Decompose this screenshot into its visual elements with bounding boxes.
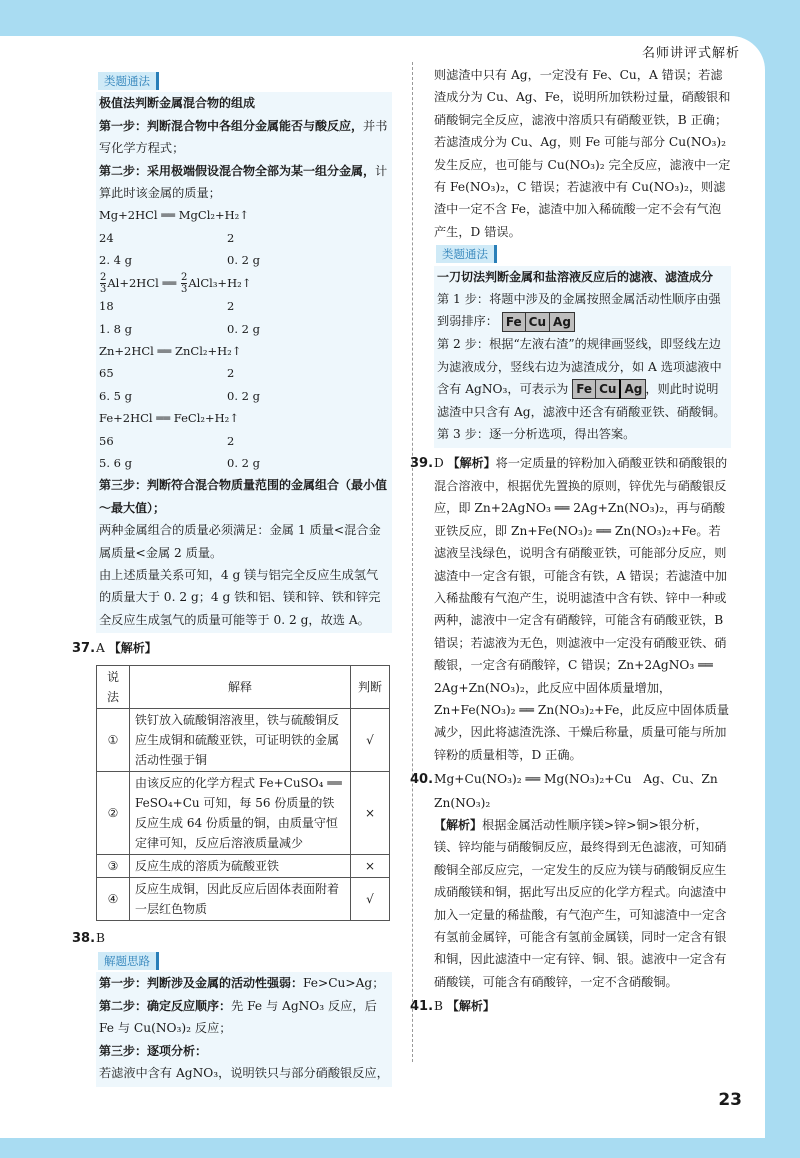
equation-mg: Mg+2HCl ══ MgCl₂+H₂↑ — [99, 208, 249, 223]
method-box-extreme: 极值法判断金属混合物的组成 第一步：判断混合物中各组分金属能否与酸反应，并书写化学方程式； 第二步：采用极端假设混合物全部为某一组分金属，计算此时该金属的质量； Mg+2HCl ══ MgCl₂+H₂↑ 24 2 2. 4 g 0. 2 g $\frac{2}{3}$ Al+2HCl ══ $\frac{2}{3}$ AlCl₃+H₂↑ 18 2 1. 8 g 0. 2 g Zn+2HCl ══ ZnCl₂+H₂↑ 65 2 6. 5 g 0. 2 g Fe+2HCl ══ FeCl₂+H₂↑ 56 2 5. 6 g 0. 2 g 第三步：判断符合混合物质量范围的金属组合（最小值～最大值）； 两种金属组合的质量必须满足：金属 1 质量<混合金属质量<金属 2 质量。 由上述质量关系可知，4 g 镁与铝完全反应生成氢气的质量大于 0. 2 g；4 g 铁和铝、镁和锌、铁和锌完全反应生成氢气的质量可能等于 0. 2 g，故选 A。 — [96, 92, 392, 633]
right-column: 则滤渣中只有 Ag，一定没有 Fe、Cu，A 错误；若滤渣成分为 Cu、Ag、Fe，说明所加铁粉过量，硝酸银和硝酸铜完全反应，滤液中溶质只有硝酸亚铁，B 正确；若滤渣成分为 Cu、Ag，则 Fe 可能与部分 Cu(NO₃)₂ 发生反应，也可能与 Cu(NO₃)₂ 完全反应，滤液中一定有 Fe(NO₃)₂，C 错误；若滤液中有 Cu(NO₃)₂，则滤渣中一定不含 Fe，滤渣中加入稀硫酸一定不会有气泡产生，D 错误。 类题通法 一刀切法判断金属和盐溶液反应后的滤液、滤渣成分 第 1 步：将题中涉及的金属按照金属活动性顺序由强到弱排序： Fe Cu Ag 第 2 步：根据“左液右渣”的规律画竖线，即竖线左边为滤液成分，竖线右边为滤渣成分，如 A 选项滤液中含有 AgNO₃，可表示为 Fe Cu Ag ，则此时说明滤渣中只含有 Ag，滤液中还含有硝酸亚铁、硝酸铜。 第 3 步：逐一分析选项，得出答案。 39.D 【解析】将一定质量的锌粉加入硝酸亚铁和硝酸银的混合溶液中，根据优先置换的原则，锌优先与硝酸银反应，即 Zn+2AgNO₃ ══ 2Ag+Zn(NO₃)₂，再与硝酸亚铁反应，即 Zn+Fe(NO₃)₂ ══ Zn(NO₃)₂+Fe。若滤液呈浅绿色，说明含有硝酸亚铁，可能部分反应，则滤渣中一定含有银，可能含有铁，A 错误；若滤渣中加入稀盐酸有气泡产生，说明滤渣中含有铁、锌中一种或两种，滤液中一定含有硝酸锌，可能含有硝酸亚铁，B 错误；若滤液为无色，则滤液中一定没有硝酸亚铁、硝酸银，一定含有硝酸锌，C 错误；Zn+2AgNO₃ ══ 2Ag+Zn(NO₃)₂，此反应中固体质量增加，Zn+Fe(NO₃)₂ ══ Zn(NO₃)₂+Fe，此反应中固体质量减少，因此将滤渣洗涤、干燥后称量，质量可能与所加锌粉的质量相等，D 正确。 40.Mg+Cu(NO₃)₂ ══ Mg(NO₃)₂+Cu Ag、Cu、Zn Zn(NO₃)₂ 【解析】根据金属活动性顺序镁>锌>铜>银分析，镁、锌均能与硝酸铜反应，最终得到无色滤液，可知硝酸铜全部反应完，一定发生的反应为镁与硝酸铜反应生成硝酸镁和铜，据此写出反应的化学方程式。向滤渣中加入一定量的稀盐酸，有气泡产生，可知滤渣中一定含有氢前金属锌，可能含有氢前金属镁，同时一定含有银和铜，因此滤渣中一定有锌、铜、银。滤液中一定含有硝酸镁，可能含有硝酸锌，一定不含硝酸铜。 41.B 【解析】 — [434, 64, 731, 1019]
analysis-table — [96, 665, 390, 921]
question-38: 38.B — [72, 930, 105, 946]
left-column — [72, 70, 392, 1087]
equation-fe: Fe+2HCl ══ FeCl₂+H₂↑ — [99, 411, 239, 426]
table-row: ③ 反应生成的溶质为硫酸亚铁 × — [97, 854, 390, 877]
equation-zn: Zn+2HCl ══ ZnCl₂+H₂↑ — [99, 343, 242, 358]
step1: 第一步：判断混合物中各组分金属能否与酸反应，并书写化学方程式； — [99, 118, 388, 156]
question-41: 41.B 【解析】 — [410, 999, 495, 1015]
question-37: 37.A 【解析】 — [72, 641, 157, 657]
q38-continuation: 则滤渣中只有 Ag，一定没有 Fe、Cu，A 错误；若滤渣成分为 Cu、Ag、Fe，说明所加铁粉过量，硝酸银和硝酸铜完全反应，滤液中溶质只有硝酸亚铁，B 正确；若滤渣成分为 Cu、Ag，则 Fe 可能与部分 Cu(NO₃)₂ 发生反应，也可能与 Cu(NO₃)₂ 完全反应，滤液中一定有 Fe(NO₃)₂，C 错误；若滤液中有 Cu(NO₃)₂，则滤渣中一定不含 Fe，滤渣中加入稀硫酸一定不会有气泡产生，D 错误。 — [434, 68, 731, 239]
table-row: ② 由该反应的化学方程式 Fe+CuSO₄ ══ FeSO₄+Cu 可知，每 56 份质量的铁反应生成 64 份质量的铜，由质量守恒定律可知，反应后溶液质量减少 × — [97, 771, 390, 854]
method-box-steps: 第一步：判断涉及金属的活动性强弱：Fe>Cu>Ag； 第二步：确定反应顺序：先 Fe 与 AgNO₃ 反应，后 Fe 与 Cu(NO₃)₂ 反应； 第三步：逐项分析： 若滤液中含有 AgNO₃，说明铁只与部分硝酸银反应， — [96, 972, 392, 1086]
metal-order: Fe Cu Ag — [502, 311, 574, 333]
box-title: 极值法判断金属混合物的组成 — [99, 96, 256, 111]
page-header-title: 名师讲评式解析 — [641, 46, 740, 61]
conclusion: 由上述质量关系可知，4 g 镁与铝完全反应生成氢气的质量大于 0. 2 g；4 g 铁和铝、镁和锌、铁和锌完全反应生成氢气的质量可能等于 0. 2 g，故选 A。 — [99, 568, 381, 627]
table-row: ① 铁钉放入硫酸铜溶液里，铁与硫酸铜反应生成铜和硫酸亚铁，可证明铁的金属活动性强于铜 √ — [97, 708, 390, 771]
table-header-row: 说法 解释 判断 — [97, 665, 390, 708]
equation-al: $\frac{2}{3}$ Al+2HCl ══ $\frac{2}{3}$ AlCl₃+H₂↑ — [100, 272, 252, 296]
step3: 第三步：判断符合混合物质量范围的金属组合（最小值～最大值）； — [99, 478, 388, 515]
question-39: 39.D 【解析】将一定质量的锌粉加入硝酸亚铁和硝酸银的混合溶液中，根据优先置换的原则，锌优先与硝酸银反应，即 Zn+2AgNO₃ ══ 2Ag+Zn(NO₃)₂，再与硝酸亚铁反应，即 Zn+Fe(NO₃)₂ ══ Zn(NO₃)₂+Fe。若滤液呈浅绿色，说明含有硝酸亚铁，可能部分反应，则滤渣中一定含有银，可能含有铁，A 错误；若滤渣中加入稀盐酸有气泡产生，说明滤渣中含有铁、锌中一种或两种，滤液中一定含有硝酸锌，可能含有硝酸亚铁，B 错误；若滤液为无色，则滤液中一定没有硝酸亚铁、硝酸银，一定含有硝酸锌，C 错误；Zn+2AgNO₃ ══ 2Ag+Zn(NO₃)₂，此反应中固体质量增加，Zn+Fe(NO₃)₂ ══ Zn(NO₃)₂+Fe，此反应中固体质量减少，因此将滤渣洗涤、干燥后称量，质量可能与所加锌粉的质量相等，D 正确。 — [410, 455, 730, 762]
method-box-cut: 一刀切法判断金属和盐溶液反应后的滤液、滤渣成分 第 1 步：将题中涉及的金属按照金属活动性顺序由强到弱排序： Fe Cu Ag 第 2 步：根据“左液右渣”的规律画竖线，即竖线左边为滤液成分，竖线右边为滤渣成分，如 A 选项滤液中含有 AgNO₃，可表示为 Fe Cu Ag ，则此时说明滤渣中只含有 Ag，滤液中还含有硝酸亚铁、硝酸铜。 第 3 步：逐一分析选项，得出答案。 — [434, 266, 731, 448]
step2: 第二步：采用极端假设混合物全部为某一组分金属，计算此时该金属的质量； — [99, 163, 388, 201]
box-title: 一刀切法判断金属和盐溶液反应后的滤液、滤渣成分 — [437, 269, 714, 284]
page-number: 23 — [718, 1090, 742, 1110]
tag-lei-ti-tong-fa-2: 类题通法 — [436, 245, 497, 263]
metal-order-cut: Fe Cu Ag — [572, 378, 645, 400]
tag-jie-ti-si-lu: 解题思路 — [98, 952, 159, 970]
question-40: 40.Mg+Cu(NO₃)₂ ══ Mg(NO₃)₂+Cu Ag、Cu、Zn Zn(NO₃)₂ — [410, 772, 718, 810]
column-divider — [412, 62, 413, 1062]
table-row: ④ 反应生成铜，因此反应后固体表面附着一层红色物质 √ — [97, 877, 390, 920]
tag-lei-ti-tong-fa: 类题通法 — [98, 72, 159, 90]
step3-detail: 两种金属组合的质量必须满足：金属 1 质量<混合金属质量<金属 2 质量。 — [99, 523, 381, 560]
